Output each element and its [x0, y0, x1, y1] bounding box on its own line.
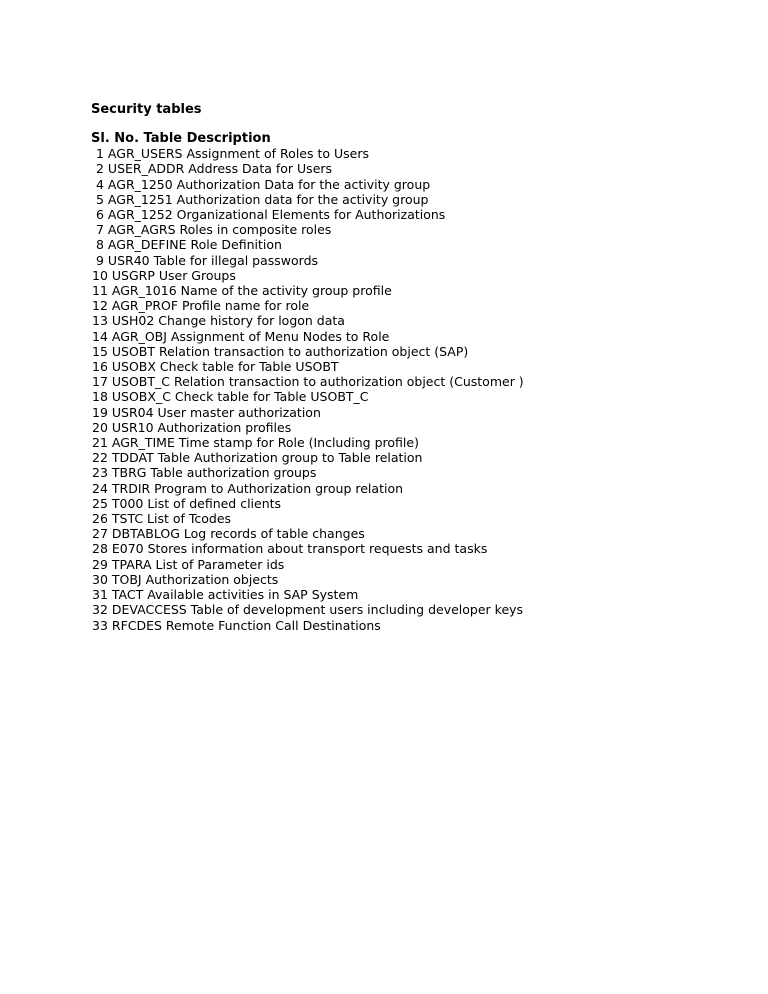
table-row: 20 USR10 Authorization profiles: [92, 419, 292, 435]
table-header: Sl. No. Table Description: [91, 131, 271, 146]
table-row: 29 TPARA List of Parameter ids: [92, 556, 285, 572]
table-row: 11 AGR_1016 Name of the activity group profile: [92, 283, 392, 299]
document-page: [91, 101, 731, 633]
table-row: 19 USR04 User master authorization: [92, 404, 321, 420]
table-row: 24 TRDIR Program to Authorization group relation: [92, 480, 404, 496]
table-row: 1 AGR_USERS Assignment of Roles to Users: [96, 146, 369, 162]
table-row: 28 E070 Stores information about transport requests and tasks: [92, 541, 488, 557]
table-row: 10 USGRP User Groups: [92, 267, 236, 283]
table-row: 7 AGR_AGRS Roles in composite roles: [96, 222, 332, 238]
table-row: 15 USOBT Relation transaction to authorization object (SAP): [92, 343, 469, 359]
table-row: 13 USH02 Change history for logon data: [92, 313, 345, 329]
table-row: 25 T000 List of defined clients: [92, 495, 282, 511]
security-table-list: [91, 146, 731, 633]
table-row: 14 AGR_OBJ Assignment of Menu Nodes to Role: [92, 328, 390, 344]
table-row: 31 TACT Available activities in SAP System: [92, 587, 359, 603]
table-row: 16 USOBX Check table for Table USOBT: [92, 359, 339, 375]
table-row: 12 AGR_PROF Profile name for role: [92, 298, 310, 314]
table-row: 22 TDDAT Table Authorization group to Table relation: [92, 450, 423, 466]
table-row: 30 TOBJ Authorization objects: [92, 571, 279, 587]
table-row: 8 AGR_DEFINE Role Definition: [96, 237, 282, 253]
table-row: 27 DBTABLOG Log records of table changes: [92, 526, 365, 542]
table-row: 32 DEVACCESS Table of development users including developer keys: [92, 602, 524, 618]
table-row: 17 USOBT_C Relation transaction to authorization object (Customer ): [92, 374, 524, 390]
table-row: 9 USR40 Table for illegal passwords: [96, 252, 319, 268]
table-row: 26 TSTC List of Tcodes: [92, 511, 232, 527]
table-row: 18 USOBX_C Check table for Table USOBT_C: [92, 389, 369, 405]
table-row: 33 RFCDES Remote Function Call Destinations: [92, 617, 381, 633]
table-row: 5 AGR_1251 Authorization data for the activity group: [96, 191, 429, 207]
table-row: 21 AGR_TIME Time stamp for Role (Including profile): [92, 435, 419, 451]
table-row: 4 AGR_1250 Authorization Data for the activity group: [96, 176, 431, 192]
table-row: 23 TBRG Table authorization groups: [92, 465, 317, 481]
table-row: 6 AGR_1252 Organizational Elements for Authorizations: [96, 207, 446, 223]
table-row: 2 USER_ADDR Address Data for Users: [96, 161, 333, 177]
document-title: Security tables: [91, 102, 202, 117]
